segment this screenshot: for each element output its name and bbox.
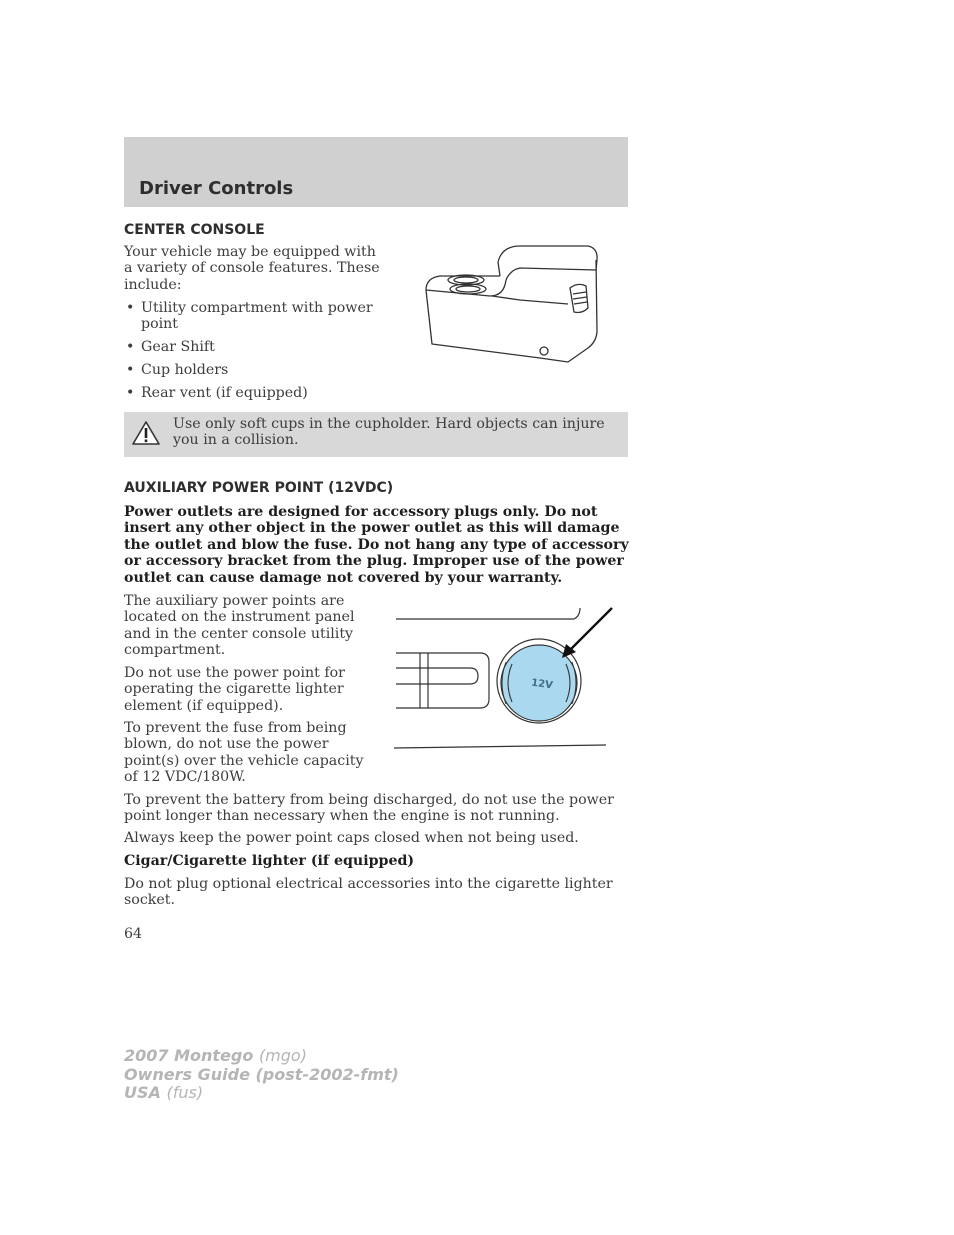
aux-power-para-lighter: Do not use the power point for operating the cigarette lighter element (if equipped). [124, 665, 345, 714]
warning-text: Use only soft cups in the cupholder. Hard objects can injure you in a collision. [173, 416, 605, 449]
aux-power-para-battery: To prevent the battery from being discharged, do not use the power point longer than necessary when the engine is not running. [124, 792, 614, 825]
feature-list [124, 300, 386, 408]
aux-power-para-location: The auxiliary power points are located on the instrument panel and in the center console utility compartment. [124, 593, 355, 659]
section-title: Driver Controls [139, 178, 294, 199]
document-footer [124, 1047, 399, 1103]
center-console-illustration [420, 240, 606, 368]
cigar-lighter-text: Do not plug optional electrical accessories into the cigarette lighter socket. [124, 876, 613, 909]
feature-item: • Utility compartment with power point [124, 300, 386, 333]
center-console-intro: Your vehicle may be equipped with a variety of console features. These include: [124, 244, 380, 293]
cigar-lighter-subheading: Cigar/Cigarette lighter (if equipped) [124, 853, 415, 869]
outlet-label: 12V [530, 677, 554, 692]
feature-item: • Cup holders [124, 362, 386, 378]
aux-power-para-caps: Always keep the power point caps closed when not being used. [124, 830, 579, 846]
center-console-heading: CENTER CONSOLE [124, 222, 265, 238]
aux-power-para-fuse: To prevent the fuse from being blown, do not use the power point(s) over the vehicle capacity of 12 VDC/180W. [124, 720, 364, 786]
footer-model-code: (mgo) [258, 1046, 307, 1065]
aux-power-heading: AUXILIARY POWER POINT (12VDC) [124, 480, 394, 496]
feature-item: • Rear vent (if equipped) [124, 385, 386, 401]
footer-region: USA [124, 1083, 161, 1102]
footer-model: 2007 Montego [124, 1046, 254, 1065]
footer-region-code: (fus) [166, 1083, 204, 1102]
power-point-illustration [394, 606, 614, 754]
footer-guide: Owners Guide (post-2002-fmt) [124, 1064, 399, 1084]
feature-item: • Gear Shift [124, 339, 386, 355]
warning-triangle-icon [131, 420, 161, 446]
page-number: 64 [124, 926, 143, 942]
aux-power-notice: Power outlets are designed for accessory plugs only. Do not insert any other object in the power outlet as this will damage the outlet and blow the fuse. Do not hang any type of accessory or accessory bracket from the plug. Improper use of the power outlet can cause damage not covered by your warranty. [124, 504, 629, 586]
